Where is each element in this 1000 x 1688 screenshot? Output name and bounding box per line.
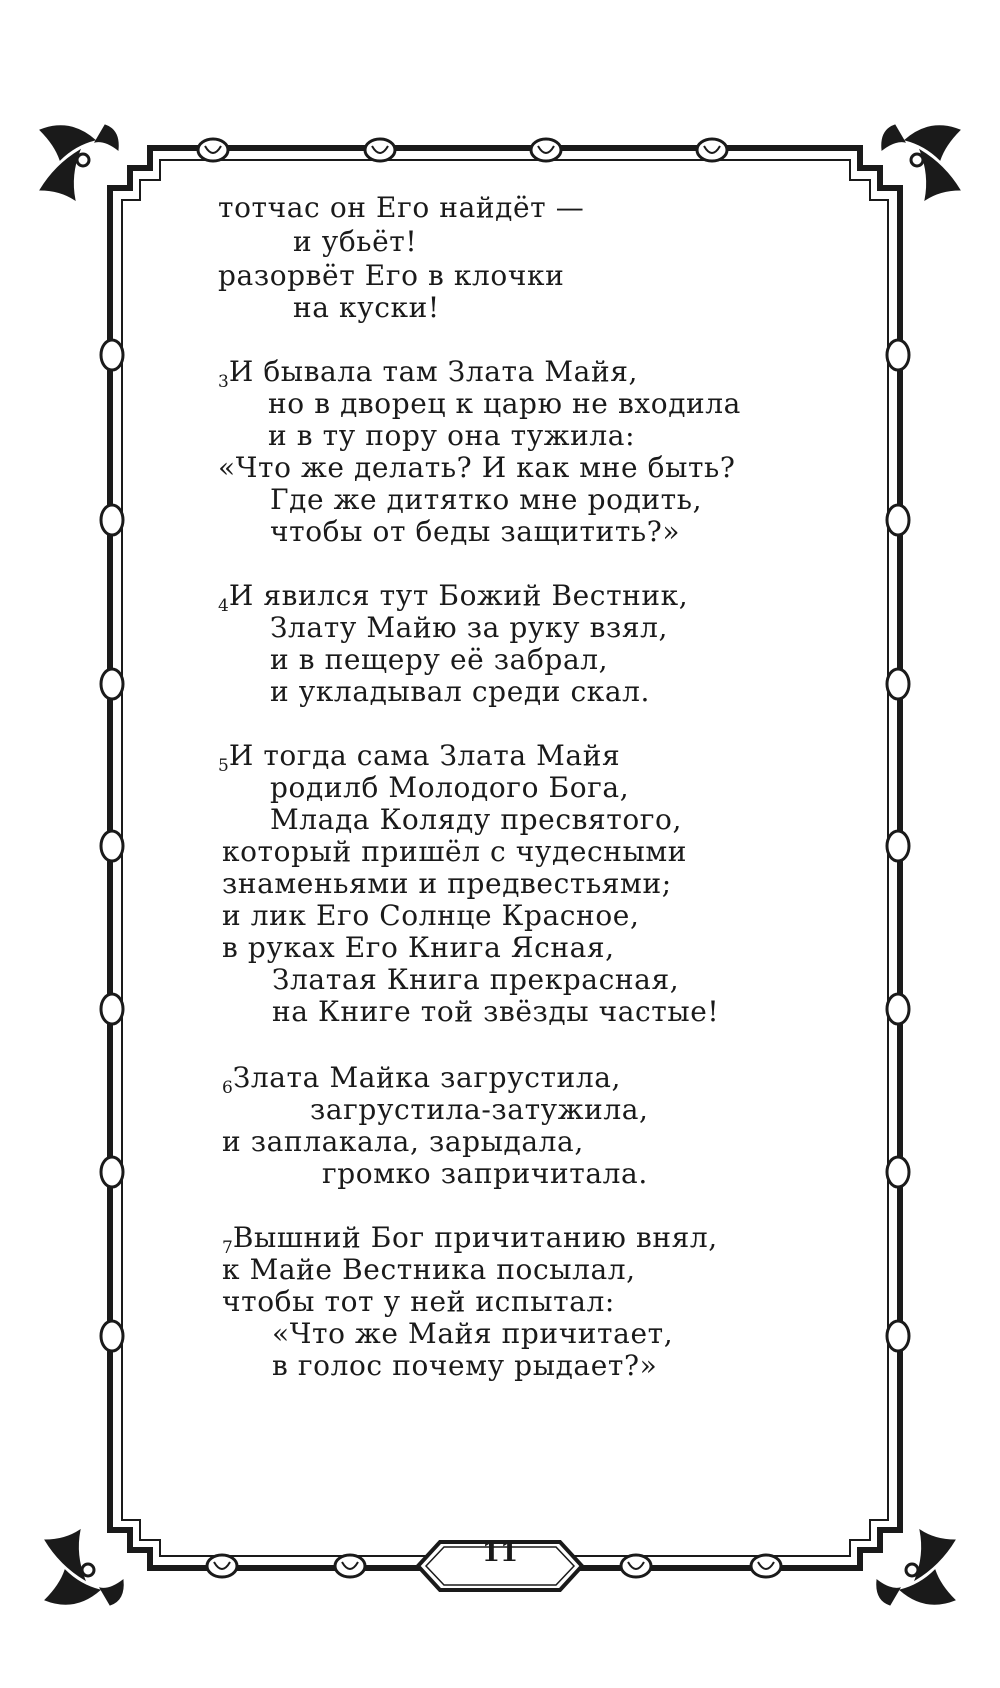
verse-line: который пришёл с чудесными bbox=[222, 835, 688, 868]
verse-line: Где же дитятко мне родить, bbox=[270, 483, 703, 516]
verse-number: 5 bbox=[218, 756, 229, 776]
verse-line: и укладывал среди скал. bbox=[270, 675, 651, 708]
page-number: 11 bbox=[481, 1538, 519, 1568]
verse-number: 7 bbox=[222, 1238, 233, 1258]
verse-line: на Книге той звёзды частые! bbox=[272, 995, 720, 1028]
verse-line: и в ту пору она тужила: bbox=[268, 419, 636, 452]
verse-line: в руках Его Книга Ясная, bbox=[222, 931, 615, 964]
verse-line: и в пещеру её забрал, bbox=[270, 643, 609, 676]
verse-text: Злата Майка загрустила, bbox=[232, 1061, 622, 1094]
verse-line: но в дворец к царю не входила bbox=[268, 387, 741, 420]
verse-text: И бывала там Злата Майя, bbox=[228, 355, 638, 388]
verse-line: и заплакала, зарыдала, bbox=[222, 1125, 584, 1158]
verse-line: и убьёт! bbox=[293, 225, 418, 258]
verse-number: 6 bbox=[222, 1078, 233, 1098]
verse-text: И тогда сама Злата Майя bbox=[228, 739, 621, 772]
verse-text: Вышний Бог причитанию внял, bbox=[232, 1221, 718, 1254]
verse-line: Злату Майю за руку взял, bbox=[270, 611, 669, 644]
verse-line: чтобы от беды защитить?» bbox=[270, 515, 681, 548]
verse-line: и лик Его Солнце Красное, bbox=[222, 899, 640, 932]
verse-line: родилб Молодого Бога, bbox=[270, 771, 630, 804]
verse-line: на куски! bbox=[293, 291, 440, 324]
verse-line: громко запричитала. bbox=[322, 1157, 648, 1190]
verse-line: чтобы тот у ней испытал: bbox=[222, 1285, 615, 1318]
verse-line: Златая Книга прекрасная, bbox=[272, 963, 680, 996]
verse-line: к Майе Вестника посылал, bbox=[222, 1253, 636, 1286]
verse-number: 4 bbox=[218, 596, 229, 616]
verse-number: 3 bbox=[218, 372, 229, 392]
verse-line: «Что же Майя причитает, bbox=[272, 1317, 674, 1350]
verse-line: загрустила-затужила, bbox=[310, 1093, 649, 1126]
verse-line: Млада Коляду пресвятого, bbox=[270, 803, 683, 836]
verse-line: в голос почему рыдает?» bbox=[272, 1349, 658, 1382]
verse-line: тотчас он Его найдёт — bbox=[218, 191, 585, 224]
verse-line: разорвёт Его в клочки bbox=[218, 259, 565, 292]
verse-text: И явился тут Божий Вестник, bbox=[228, 579, 689, 612]
verse-line: «Что же делать? И как мне быть? bbox=[218, 451, 736, 484]
verse-line: знаменьями и предвестьями; bbox=[222, 867, 672, 900]
